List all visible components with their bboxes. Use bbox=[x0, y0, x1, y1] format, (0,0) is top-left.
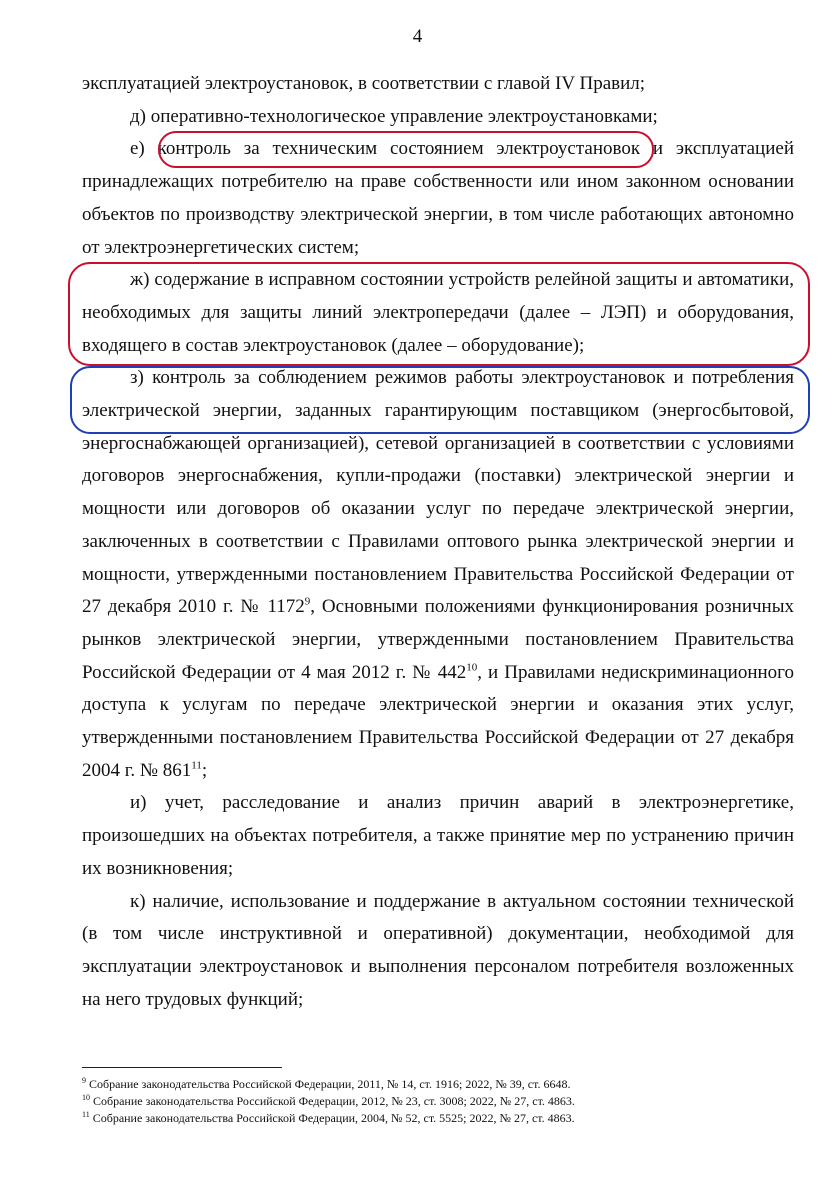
footnote-number: 9 bbox=[82, 1076, 86, 1085]
paragraph-item-i: и) учет, расследование и анализ причин аварий в электроэнергетике, произошедших на объектах потребителя, а также принятие мер по устранению причин их возникновения; bbox=[82, 792, 794, 879]
footnote-text: Собрание законодательства Российской Федерации, 2012, № 23, ст. 3008; 2022, № 27, ст. 4863. bbox=[93, 1094, 575, 1108]
item-z-text-2: , Основными положениями функционирования розничных рынков электрической энергии, утвержденными постановлением Правительства Российской Федерации от 4 мая 2012 г. № 442 bbox=[82, 596, 794, 683]
paragraph-item-e: е) контроль за техническим состоянием электроустановок и эксплуатацией принадлежащих потребителю на праве собственности или ином законном основании объектов по производству электрической энергии, в том числе работающих автономно от электроэнергетических систем; bbox=[82, 138, 794, 258]
footnote-10 bbox=[82, 1093, 794, 1110]
footnote-text: Собрание законодательства Российской Федерации, 2011, № 14, ст. 1916; 2022, № 39, ст. 6648. bbox=[89, 1077, 571, 1091]
footnote-ref-9: 9 bbox=[304, 595, 311, 608]
footnotes bbox=[82, 1076, 794, 1127]
paragraph-item-k: к) наличие, использование и поддержание в актуальном состоянии технической (в том числе инструктивной и оперативной) документации, необходимой для эксплуатации электроустановок и выполнения персоналом потребителя возложенных на него трудовых функций; bbox=[82, 890, 794, 1010]
paragraph-item-d: д) оперативно-технологическое управление электроустановками; bbox=[130, 105, 658, 127]
page-number: 4 bbox=[412, 26, 423, 47]
paragraph-item-zh: ж) содержание в исправном состоянии устройств релейной защиты и автоматики, необходимых для защиты линий электропередачи (далее – ЛЭП) и оборудования, входящего в состав электроустановок (далее – оборудование); bbox=[82, 269, 794, 356]
item-z-text-1: з) контроль за соблюдением режимов работы электроустановок и потребления электрической энергии, заданных гарантирующим поставщиком (энергосбытовой, энергоснабжающей организацией), сетевой организацией в соответствии с условиями договоров энергоснабжения, купли-продажи (поставки) электрической энергии и мощности или договоров об оказании услуг по передаче электрической энергии, заключенных в соответствии с Правилами оптового рынка электрической энергии и мощности, утвержденными постановлением Правительства Российской Федерации от 27 декабря 2010 г. № 1172 bbox=[82, 367, 794, 618]
document-body bbox=[82, 68, 794, 1016]
item-z-text-4: ; bbox=[201, 759, 208, 781]
footnote-separator bbox=[82, 1067, 282, 1068]
paragraph-continuation: эксплуатацией электроустановок, в соответствии с главой IV Правил; bbox=[82, 73, 646, 94]
footnote-number: 11 bbox=[82, 1110, 90, 1119]
footnote-text: Собрание законодательства Российской Федерации, 2004, № 52, ст. 5525; 2022, № 27, ст. 4863. bbox=[92, 1111, 575, 1125]
item-z-text-3: , и Правилами недискриминационного доступа к услугам по передаче электрической энергии и оказания этих услуг, утвержденными постановлением Правительства Российской Федерации от 27 декабря 2004 г. № 861 bbox=[82, 661, 795, 781]
footnote-ref-10: 10 bbox=[466, 661, 478, 674]
footnote-number: 10 bbox=[82, 1093, 90, 1102]
footnote-11 bbox=[82, 1110, 794, 1127]
footnote-9 bbox=[82, 1076, 794, 1093]
paragraph-item-z bbox=[82, 362, 794, 787]
footnote-ref-11: 11 bbox=[191, 759, 202, 772]
